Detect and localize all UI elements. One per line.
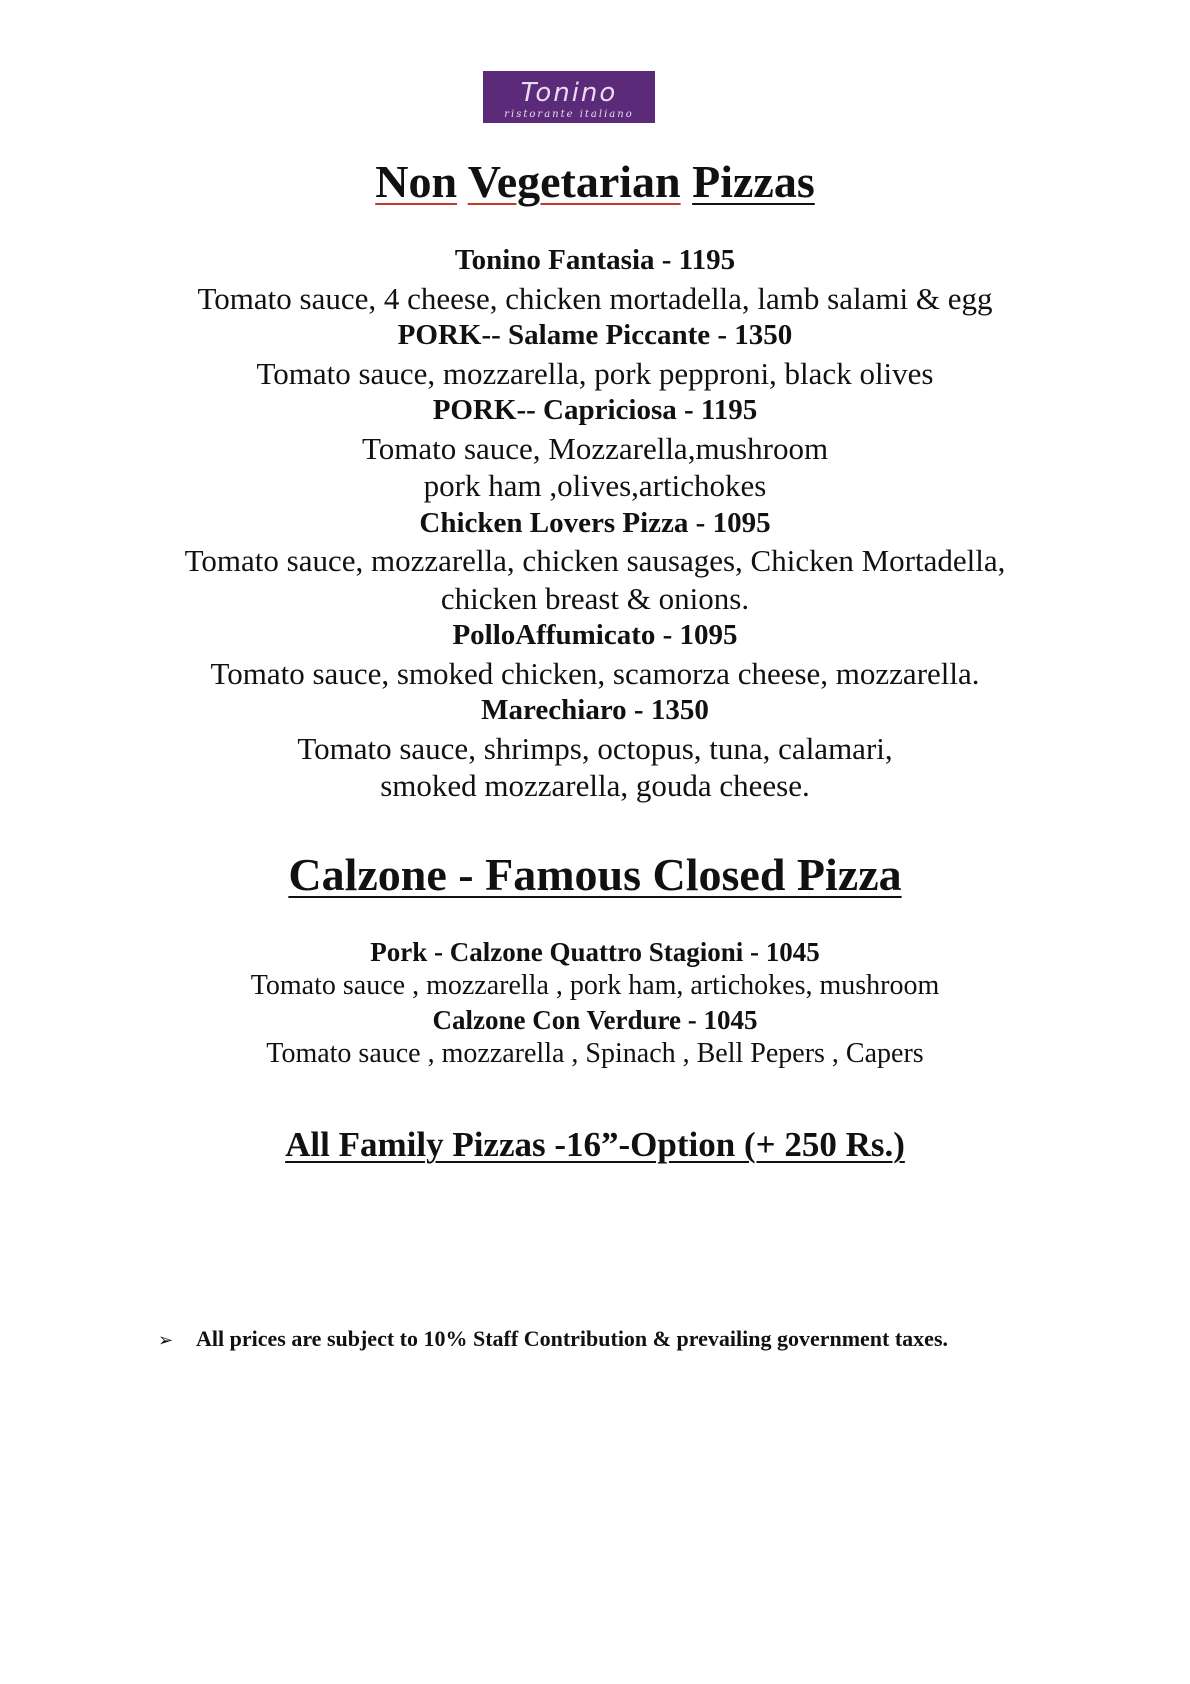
heading-word-1: Non [375, 156, 458, 207]
item-title: PORK-- Capriciosa - 1195 [432, 394, 758, 426]
item-description: Tomato sauce, mozzarella, pork pepproni, black olives [256, 355, 934, 391]
item-description: chicken breast & onions. [440, 580, 750, 616]
price-note [158, 1325, 948, 1355]
item-description: Tomato sauce, mozzarella, chicken sausages, Chicken Mortadella, [184, 543, 1006, 578]
non-veg-heading [0, 156, 1190, 208]
item-title: Calzone Con Verdure - 1045 [432, 1005, 758, 1035]
heading-word-2: Vegetarian [467, 156, 681, 207]
item-description: Tomato sauce , mozzarella , Spinach , Bell Pepers , Capers [266, 1038, 924, 1069]
menu-item [0, 392, 1190, 505]
calzone-items [0, 935, 1190, 1071]
heading-word-3: Pizzas [692, 156, 815, 207]
tonino-logo-mark [483, 71, 655, 123]
family-pizza-option: All Family Pizzas -16”-Option (+ 250 Rs.) [285, 1125, 905, 1164]
restaurant-logo [483, 71, 655, 123]
price-note-text: All prices are subject to 10% Staff Contribution & prevailing government taxes. [196, 1326, 949, 1351]
non-veg-items [0, 242, 1190, 805]
item-description: Tomato sauce , mozzarella , pork ham, artichokes, mushroom [250, 970, 940, 1001]
menu-item [0, 505, 1190, 618]
item-description: Tomato sauce, 4 cheese, chicken mortadella, lamb salami & egg [197, 280, 993, 316]
menu-item [0, 692, 1190, 805]
arrowhead-bullet-icon: ➢ [158, 1330, 174, 1351]
logo-name: Tonino [520, 78, 618, 108]
item-title: Pork - Calzone Quattro Stagioni - 1045 [370, 937, 820, 967]
menu-item [0, 1003, 1190, 1071]
menu-item [0, 317, 1190, 392]
item-title: PolloAffumicato - 1095 [452, 619, 738, 651]
item-description: Tomato sauce, shrimps, octopus, tuna, calamari, [297, 730, 893, 766]
item-title: Marechiaro - 1350 [481, 694, 709, 726]
item-title: Tonino Fantasia - 1195 [454, 244, 736, 276]
logo-tagline: ristorante italiano [504, 109, 634, 120]
item-title: PORK-- Salame Piccante - 1350 [397, 319, 793, 351]
menu-item [0, 617, 1190, 692]
item-description: Tomato sauce, Mozzarella,mushroom [361, 430, 829, 466]
menu-item [0, 935, 1190, 1003]
menu-item [0, 242, 1190, 317]
item-description: smoked mozzarella, gouda cheese. [380, 768, 810, 803]
calzone-heading: Calzone - Famous Closed Pizza [288, 849, 902, 900]
item-description: pork ham ,olives,artichokes [423, 468, 767, 503]
item-title: Chicken Lovers Pizza - 1095 [419, 506, 771, 539]
item-description: Tomato sauce, smoked chicken, scamorza cheese, mozzarella. [210, 655, 980, 691]
